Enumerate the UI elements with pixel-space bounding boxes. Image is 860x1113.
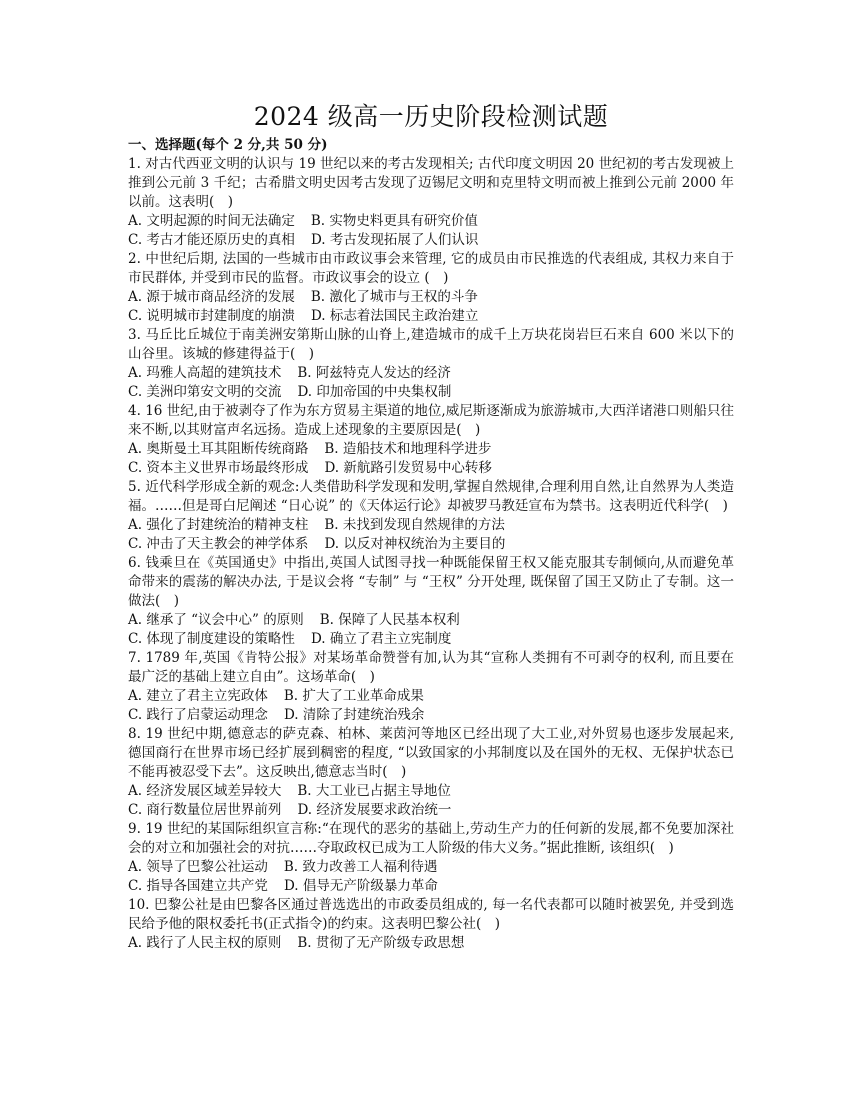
answer-option: D. 考古发现拓展了人们认识 (310, 232, 479, 248)
answer-option: D. 清除了封建统治残余 (283, 707, 425, 723)
option-row (128, 934, 734, 953)
question-item (128, 402, 734, 478)
exam-page (128, 100, 734, 953)
option-row (128, 687, 734, 706)
answer-option: B. 实物史料更具有研究价值 (310, 213, 478, 229)
answer-option: B. 激化了城市与王权的斗争 (310, 289, 478, 305)
answer-option: C. 体现了制度建设的策略性 (128, 631, 295, 647)
answer-option: D. 标志着法国民主政治建立 (310, 308, 479, 324)
answer-option: C. 践行了启蒙运动理念 (128, 707, 268, 723)
question-item (128, 326, 734, 402)
option-row (128, 440, 734, 459)
answer-option: A. 玛雅人高超的建筑技术 (128, 365, 282, 381)
answer-option: B. 扩大了工业革命成果 (283, 688, 424, 704)
option-row (128, 288, 734, 307)
question-item (128, 554, 734, 649)
question-item (128, 649, 734, 725)
question-item (128, 896, 734, 953)
option-row (128, 630, 734, 649)
answer-option: D. 经济发展要求政治统一 (297, 802, 452, 818)
option-row (128, 782, 734, 801)
answer-option: A. 践行了人民主权的原则 (128, 935, 282, 951)
option-row (128, 364, 734, 383)
answer-option: A. 继承了 “议会中心” 的原则 (128, 612, 304, 628)
question-stem: 9. 19 世纪的某国际组织宣言称:“在现代的恶劣的基础上,劳动生产力的任何新的发展,都不免要加深社会的对立和加强社会的对抗……夺取政权已成为工人阶级的伟大义务。”据此推断, 该组织( ) (128, 821, 734, 856)
answer-option: D. 新航路引发贸易中心转移 (324, 460, 492, 476)
option-row (128, 706, 734, 725)
answer-option: B. 贯彻了无产阶级专政思想 (297, 935, 465, 951)
answer-option: C. 指导各国建立共产党 (128, 878, 268, 894)
answer-option: D. 确立了君主立宪制度 (310, 631, 452, 647)
question-item (128, 725, 734, 820)
answer-option: D. 印加帝国的中央集权制 (297, 384, 452, 400)
answer-option: C. 考古才能还原历史的真相 (128, 232, 295, 248)
answer-option: C. 冲击了天主教会的神学体系 (128, 536, 309, 552)
question-stem: 8. 19 世纪中期,德意志的萨克森、柏林、莱茵河等地区已经出现了大工业,对外贸易也逐步发展起来, 德国商行在世界市场已经扩展到稠密的程度, “以致国家的小邦制度以及在国外的无权、无保护状态已不能再被忍受下去”。这反映出,德意志当时( ) (128, 726, 734, 780)
question-stem: 10. 巴黎公社是由巴黎各区通过普选选出的市政委员组成的, 每一名代表都可以随时被罢免, 并受到选民给予他的限权委托书(正式指令)的约束。这表明巴黎公社( ) (128, 897, 734, 932)
answer-option: A. 领导了巴黎公社运动 (128, 859, 268, 875)
option-row (128, 801, 734, 820)
option-row (128, 212, 734, 231)
question-stem: 7. 1789 年,英国《肯特公报》对某场革命赞誉有加,认为其“宣称人类拥有不可剥夺的权利, 而且要在最广泛的基础上建立自由”。这场革命( ) (128, 650, 734, 685)
section-heading: 一、选择题(每个 2 分,共 50 分) (128, 137, 328, 153)
answer-option: C. 美洲印第安文明的交流 (128, 384, 282, 400)
answer-option: A. 建立了君主立宪政体 (128, 688, 268, 704)
option-row (128, 535, 734, 554)
option-row (128, 307, 734, 326)
option-row (128, 383, 734, 402)
option-row (128, 459, 734, 478)
question-stem: 5. 近代科学形成全新的观念:人类借助科学发现和发明,掌握自然规律,合理利用自然,让自然界为人类造福。……但是哥白尼阐述 “日心说” 的《天体运行论》却被罗马教廷宣布为禁书。这表明近代科学( ) (128, 479, 734, 514)
question-stem: 6. 钱乘旦在《英国通史》中指出,英国人试图寻找一种既能保留王权又能克服其专制倾向,从而避免革命带来的震荡的解决办法, 于是议会将 “专制” 与 “王权” 分开处理, 既保留了国王又防止了专制。这一做法( ) (128, 555, 734, 609)
option-row (128, 877, 734, 896)
answer-option: D. 倡导无产阶级暴力革命 (283, 878, 438, 894)
question-item (128, 155, 734, 250)
question-stem: 3. 马丘比丘城位于南美洲安第斯山脉的山脊上,建造城市的成千上万块花岗岩巨石来自 600 米以下的山谷里。该城的修建得益于( ) (128, 327, 734, 362)
answer-option: A. 强化了封建统治的精神支柱 (128, 517, 309, 533)
answer-option: B. 保障了人民基本权利 (319, 612, 460, 628)
question-item (128, 820, 734, 896)
answer-option: C. 资本主义世界市场最终形成 (128, 460, 309, 476)
answer-option: B. 未找到发现自然规律的方法 (324, 517, 505, 533)
question-stem: 2. 中世纪后期, 法国的一些城市由市政议事会来管理, 它的成员由市民推选的代表组成, 其权力来自于市民群体, 并受到市民的监督。市政议事会的设立 ( ) (128, 251, 734, 286)
question-list (128, 155, 734, 953)
question-item (128, 478, 734, 554)
answer-option: A. 奥斯曼土耳其阻断传统商路 (128, 441, 309, 457)
option-row (128, 231, 734, 250)
answer-option: B. 阿兹特克人发达的经济 (297, 365, 451, 381)
answer-option: C. 商行数量位居世界前列 (128, 802, 282, 818)
answer-option: B. 致力改善工人福利待遇 (283, 859, 438, 875)
option-row (128, 858, 734, 877)
answer-option: A. 源于城市商品经济的发展 (128, 289, 295, 305)
option-row (128, 516, 734, 535)
answer-option: B. 造船技术和地理科学进步 (324, 441, 492, 457)
question-stem: 1. 对古代西亚文明的认识与 19 世纪以来的考古发现相关; 古代印度文明因 20 世纪初的考古发现被上推到公元前 3 千纪；古希腊文明史因考古发现了迈锡尼文明和克里特文明而被上推到公元前 2000 年以前。这表明( ) (128, 156, 734, 210)
page-title: 2024 级高一历史阶段检测试题 (253, 102, 609, 131)
answer-option: B. 大工业已占据主导地位 (297, 783, 451, 799)
answer-option: A. 文明起源的时间无法确定 (128, 213, 295, 229)
question-stem: 4. 16 世纪,由于被剥夺了作为东方贸易主渠道的地位,威尼斯逐渐成为旅游城市,大西洋诸港口则船只往来不断,以其财富声名远扬。造成上述现象的主要原因是( ) (128, 403, 734, 438)
question-item (128, 250, 734, 326)
answer-option: A. 经济发展区域差异较大 (128, 783, 282, 799)
answer-option: C. 说明城市封建制度的崩溃 (128, 308, 295, 324)
answer-option: D. 以反对神权统治为主要目的 (324, 536, 506, 552)
option-row (128, 611, 734, 630)
